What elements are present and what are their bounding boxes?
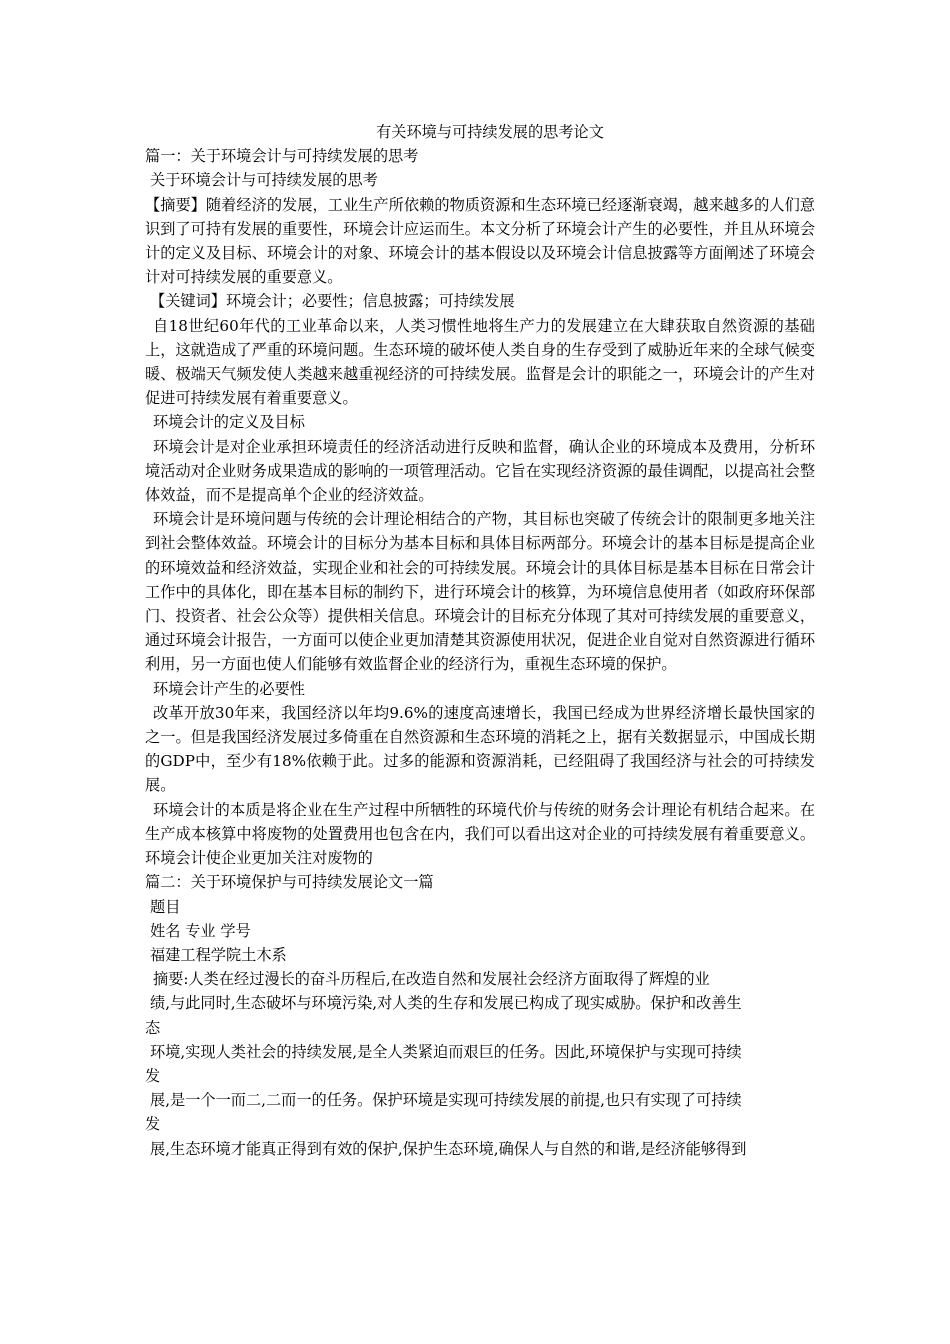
abstract-line: 绩,与此同时,生态破坏与环境污染,对人类的生存和发展已构成了现实威胁。保护和改善生 — [150, 994, 742, 1013]
abstract-line: 发 — [145, 1115, 161, 1134]
document-page — [145, 120, 815, 1161]
part1-heading: 篇一：关于环境会计与可持续发展的思考 — [145, 147, 419, 166]
topic-line: 题目 — [150, 897, 181, 916]
document-title: 有关环境与可持续发展的思考论文 — [376, 123, 604, 141]
section-heading: 环境会计产生的必要性 — [153, 679, 305, 698]
school-line: 福建工程学院土木系 — [150, 945, 287, 964]
abstract-line: 摘要:人类在经过漫长的奋斗历程后,在改造自然和发展社会经济方面取得了辉煌的业 — [153, 970, 710, 989]
abstract-line: 发 — [145, 1066, 161, 1085]
abstract-line: 环境,实现人类社会的持续发展,是全人类紧迫而艰巨的任务。因此,环境保护与实现可持续 — [150, 1042, 742, 1061]
author-info-line: 姓名 专业 学号 — [150, 921, 251, 940]
section-heading: 环境会计的定义及目标 — [153, 413, 305, 432]
section-paragraph: 环境会计的本质是将企业在生产过程中所牺牲的环境代价与传统的财务会计理论有机结合起来。在生产成本核算中将废物的处置费用也包含在内，我们可以看出这对企业的可持续发展有着重要意义。环境会计使企业更加关注对废物的 — [145, 800, 815, 868]
abstract-line: 态 — [145, 1018, 161, 1037]
intro-paragraph: 自18世纪60年代的工业革命以来，人类习惯性地将生产力的发展建立在大肆获取自然资源的基础上，这就造成了严重的环境问题。生态环境的破坏使人类自身的生存受到了威胁近年来的全球气候变暖、极端天气频发使人类越来越重视经济的可持续发展。监督是会计的职能之一，环境会计的产生对促进可持续发展有着重要意义。 — [145, 316, 815, 408]
section-paragraph: 环境会计是环境问题与传统的会计理论相结合的产物，其目标也突破了传统会计的限制更多地关注到社会整体效益。环境会计的目标分为基本目标和具体目标两部分。环境会计的基本目标是提高企业的环境效益和经济效益，实现企业和社会的可持续发展。环境会计的具体目标是基本目标在日常会计工作中的具体化，即在基本目标的制约下，进行环境会计的核算，为环境信息使用者（如政府环保部门、投资者、社会公众等）提供相关信息。环境会计的目标充分体现了其对可持续发展的重要意义，通过环境会计报告，一方面可以使企业更加清楚其资源使用状况，促进企业自觉对自然资源进行循环利用，另一方面也使人们能够有效监督企业的经济行为，重视生态环境的保护。 — [145, 510, 815, 674]
abstract-line: 展,生态环境才能真正得到有效的保护,保护生态环境,确保人与自然的和谐,是经济能够得到 — [150, 1139, 747, 1158]
part1-subheading: 关于环境会计与可持续发展的思考 — [150, 171, 378, 190]
section-paragraph: 改革开放30年来，我国经济以年均9.6%的速度高速增长，我国已经成为世界经济增长最快国家的之一。但是我国经济发展过多倚重在自然资源和生态环境的消耗之上，据有关数据显示，中国成长期的GDP中，至少有18%依赖于此。过多的能源和资源消耗，已经阻碍了我国经济与社会的可持续发展。 — [145, 703, 815, 795]
abstract-line: 展,是一个一而二,二而一的任务。保护环境是实现可持续发展的前提,也只有实现了可持续 — [150, 1091, 742, 1110]
abstract-paragraph: 【摘要】随着经济的发展，工业生产所依赖的物质资源和生态环境已经逐渐衰竭，越来越多的人们意识到了可持有发展的重要性，环境会计应运而生。本文分析了环境会计产生的必要性，并且从环境会计的定义及目标、环境会计的对象、环境会计的基本假设以及环境会计信息披露等方面阐述了环境会计对可持续发展的重要意义。 — [145, 195, 815, 287]
keywords-line: 【关键词】环境会计；必要性；信息披露；可持续发展 — [150, 292, 515, 311]
section-paragraph: 环境会计是对企业承担环境责任的经济活动进行反映和监督，确认企业的环境成本及费用，分析环境活动对企业财务成果造成的影响的一项管理活动。它旨在实现经济资源的最佳调配，以提高社会整体效益，而不是提高单个企业的经济效益。 — [145, 437, 815, 505]
part2-heading: 篇二：关于环境保护与可持续发展论文一篇 — [145, 873, 434, 892]
